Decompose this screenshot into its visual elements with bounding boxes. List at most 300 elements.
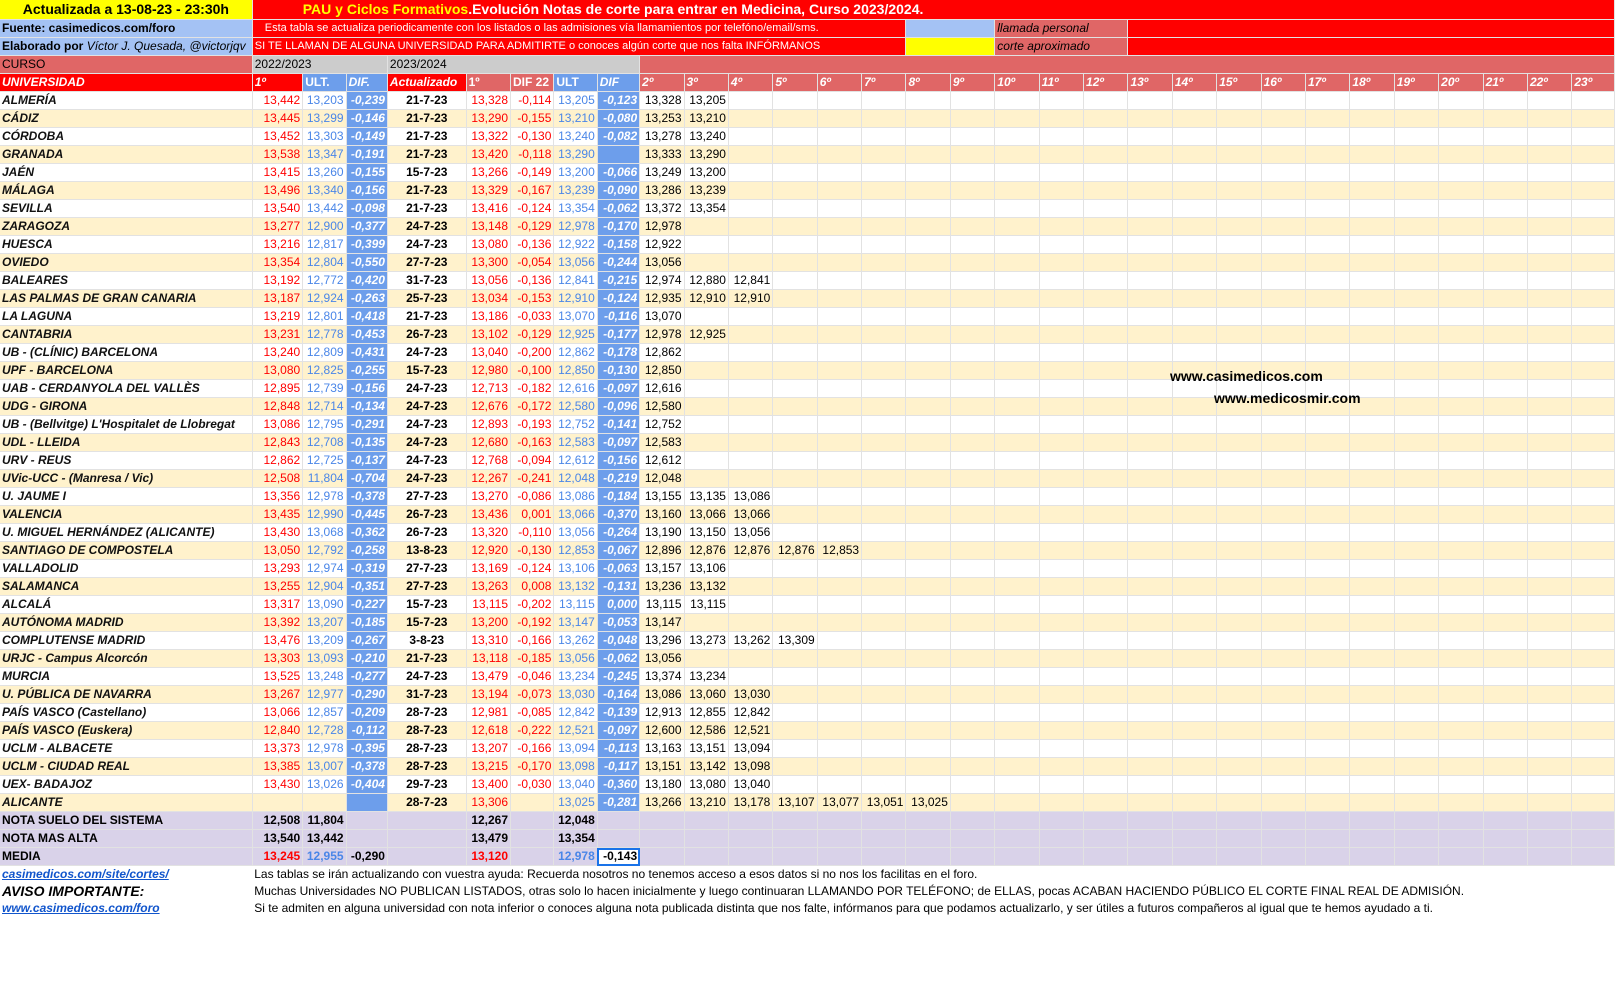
stat-empty[interactable] [1572, 830, 1615, 848]
stat-first-2022[interactable]: 13,540 [252, 830, 302, 848]
call-cell[interactable] [950, 740, 994, 758]
call-cell[interactable] [1572, 452, 1615, 470]
call-cell[interactable] [1483, 272, 1527, 290]
call-cell[interactable] [1306, 722, 1350, 740]
stat-empty[interactable] [1039, 830, 1083, 848]
stat-empty[interactable] [1306, 830, 1350, 848]
call-cell[interactable] [1572, 722, 1615, 740]
call-cell[interactable]: 13,094 [728, 740, 772, 758]
call-cell[interactable] [1527, 92, 1571, 110]
first-2022-cell[interactable]: 13,445 [252, 110, 302, 128]
call-cell[interactable] [1039, 632, 1083, 650]
call-cell[interactable] [817, 236, 861, 254]
university-cell[interactable]: ZARAGOZA [0, 218, 252, 236]
call-cell[interactable] [1572, 434, 1615, 452]
call-cell[interactable] [1350, 524, 1394, 542]
call-cell[interactable] [773, 128, 817, 146]
first-2023-cell[interactable]: 13,102 [466, 326, 510, 344]
stat-empty[interactable] [684, 812, 728, 830]
call-cell[interactable] [1306, 686, 1350, 704]
call-cell[interactable] [1483, 182, 1527, 200]
first-2022-cell[interactable]: 13,277 [252, 218, 302, 236]
call-cell[interactable] [1350, 146, 1394, 164]
stat-empty[interactable] [1261, 812, 1305, 830]
dif-2023-cell[interactable]: -0,141 [597, 416, 639, 434]
call-cell[interactable] [1172, 686, 1216, 704]
call-cell[interactable] [684, 254, 728, 272]
call-cell[interactable] [995, 650, 1039, 668]
stat-empty[interactable] [1217, 848, 1261, 866]
call-cell[interactable] [1261, 326, 1305, 344]
call-cell[interactable] [817, 272, 861, 290]
call-cell[interactable] [1261, 92, 1305, 110]
call-cell[interactable] [1128, 650, 1172, 668]
first-2023-cell[interactable]: 12,768 [466, 452, 510, 470]
call-cell[interactable] [1572, 416, 1615, 434]
ult-2023-cell[interactable]: 13,200 [554, 164, 597, 182]
call-cell[interactable] [1439, 110, 1483, 128]
call-cell[interactable] [817, 560, 861, 578]
call-cell[interactable] [950, 416, 994, 434]
call-cell[interactable] [817, 362, 861, 380]
call-cell[interactable]: 13,200 [684, 164, 728, 182]
call-cell[interactable]: 13,142 [684, 758, 728, 776]
call-cell[interactable] [1439, 740, 1483, 758]
dif-2023-cell[interactable]: -0,281 [597, 794, 639, 812]
call-cell[interactable] [728, 110, 772, 128]
call-cell[interactable] [950, 686, 994, 704]
call-cell[interactable] [684, 344, 728, 362]
call-cell[interactable] [1394, 308, 1438, 326]
university-cell[interactable]: LA LAGUNA [0, 308, 252, 326]
ult-2022-cell[interactable]: 13,007 [303, 758, 346, 776]
call-cell[interactable] [1261, 542, 1305, 560]
call-cell[interactable] [1350, 632, 1394, 650]
call-cell[interactable]: 12,876 [728, 542, 772, 560]
call-cell[interactable] [862, 740, 906, 758]
call-cell[interactable] [1261, 758, 1305, 776]
first-2023-cell[interactable]: 12,267 [466, 470, 510, 488]
stat-empty[interactable] [1084, 812, 1128, 830]
call-cell[interactable] [1350, 704, 1394, 722]
call-cell[interactable] [1527, 794, 1571, 812]
call-cell[interactable]: 13,296 [640, 632, 684, 650]
call-cell[interactable] [1261, 110, 1305, 128]
call-cell[interactable] [1128, 272, 1172, 290]
ult-2022-cell[interactable]: 13,299 [303, 110, 346, 128]
call-cell[interactable] [862, 704, 906, 722]
call-cell[interactable] [995, 146, 1039, 164]
call-cell[interactable]: 12,841 [728, 272, 772, 290]
call-cell[interactable] [728, 560, 772, 578]
call-cell[interactable] [684, 470, 728, 488]
call-cell[interactable] [1350, 254, 1394, 272]
dif-2022-cell[interactable]: -0,704 [346, 470, 387, 488]
ult-2022-cell[interactable]: 13,093 [303, 650, 346, 668]
call-cell[interactable] [1350, 740, 1394, 758]
ult-2023-cell[interactable]: 13,115 [554, 596, 597, 614]
call-cell[interactable] [995, 182, 1039, 200]
call-cell[interactable] [773, 686, 817, 704]
call-header-4[interactable]: 4º [728, 74, 772, 92]
call-cell[interactable] [1039, 434, 1083, 452]
call-cell[interactable] [728, 164, 772, 182]
updated-date-cell[interactable]: 21-7-23 [387, 146, 466, 164]
call-cell[interactable] [1394, 686, 1438, 704]
call-cell[interactable]: 13,056 [728, 524, 772, 542]
university-cell[interactable]: VALENCIA [0, 506, 252, 524]
call-cell[interactable] [1350, 362, 1394, 380]
note1-cell[interactable]: Esta tabla se actualiza periodicamente con los listados o las admisiones vía llamamientos por telefóno/email/sms. [252, 20, 906, 38]
call-cell[interactable] [1172, 290, 1216, 308]
call-cell[interactable] [950, 290, 994, 308]
call-cell[interactable] [1572, 398, 1615, 416]
call-cell[interactable]: 12,876 [773, 542, 817, 560]
call-cell[interactable] [1439, 272, 1483, 290]
call-cell[interactable]: 12,850 [640, 362, 684, 380]
first-2023-cell[interactable]: 13,200 [466, 614, 510, 632]
call-cell[interactable]: 13,273 [684, 632, 728, 650]
call-cell[interactable] [773, 236, 817, 254]
ult-2022-cell[interactable]: 12,977 [303, 686, 346, 704]
call-cell[interactable] [1172, 200, 1216, 218]
call-cell[interactable] [1128, 722, 1172, 740]
updated-date-cell[interactable]: 26-7-23 [387, 524, 466, 542]
call-cell[interactable]: 12,580 [640, 398, 684, 416]
call-cell[interactable] [1261, 686, 1305, 704]
ult-2022-cell[interactable]: 13,207 [303, 614, 346, 632]
call-cell[interactable] [773, 470, 817, 488]
stat-first-2023[interactable]: 12,267 [466, 812, 510, 830]
ult-2022-cell[interactable]: 12,772 [303, 272, 346, 290]
call-cell[interactable] [728, 434, 772, 452]
call-cell[interactable] [906, 704, 950, 722]
call-header-16[interactable]: 16º [1261, 74, 1305, 92]
call-cell[interactable] [728, 218, 772, 236]
dif22-cell[interactable]: -0,202 [511, 596, 554, 614]
call-cell[interactable] [1128, 506, 1172, 524]
stat-empty[interactable] [1439, 848, 1483, 866]
first-2023-cell[interactable]: 12,676 [466, 398, 510, 416]
dif-2023-cell[interactable]: -0,123 [597, 92, 639, 110]
call-cell[interactable] [862, 632, 906, 650]
call-cell[interactable] [1128, 254, 1172, 272]
call-cell[interactable] [1039, 542, 1083, 560]
stat-empty[interactable] [817, 812, 861, 830]
ult-2023-cell[interactable]: 13,240 [554, 128, 597, 146]
call-cell[interactable] [1039, 92, 1083, 110]
call-cell[interactable] [906, 776, 950, 794]
university-cell[interactable]: ALMERÍA [0, 92, 252, 110]
call-cell[interactable] [1394, 128, 1438, 146]
ult-2023-cell[interactable]: 13,132 [554, 578, 597, 596]
dif22-cell[interactable]: -0,129 [511, 326, 554, 344]
call-cell[interactable] [1350, 560, 1394, 578]
call-cell[interactable] [684, 218, 728, 236]
ult-2023-cell[interactable]: 13,086 [554, 488, 597, 506]
first-2022-cell[interactable]: 13,086 [252, 416, 302, 434]
call-cell[interactable] [1394, 452, 1438, 470]
call-cell[interactable] [728, 128, 772, 146]
stat-dif-2023[interactable]: -0,143 [597, 848, 639, 866]
dif-2023-cell[interactable]: -0,066 [597, 164, 639, 182]
ult-2022-cell[interactable]: 12,739 [303, 380, 346, 398]
call-cell[interactable] [817, 92, 861, 110]
university-cell[interactable]: VALLADOLID [0, 560, 252, 578]
first-2023-cell[interactable]: 13,148 [466, 218, 510, 236]
call-cell[interactable] [1217, 542, 1261, 560]
updated-date-cell[interactable]: 25-7-23 [387, 290, 466, 308]
call-cell[interactable] [862, 452, 906, 470]
call-cell[interactable] [1394, 488, 1438, 506]
dif-2022-cell[interactable] [346, 794, 387, 812]
dif-2023-cell[interactable]: -0,117 [597, 758, 639, 776]
call-cell[interactable] [1084, 776, 1128, 794]
call-cell[interactable] [1261, 794, 1305, 812]
call-cell[interactable] [1527, 254, 1571, 272]
updated-date-cell[interactable]: 21-7-23 [387, 92, 466, 110]
call-cell[interactable] [773, 488, 817, 506]
call-cell[interactable] [862, 326, 906, 344]
call-cell[interactable]: 13,132 [684, 578, 728, 596]
call-cell[interactable] [1483, 560, 1527, 578]
call-cell[interactable]: 12,978 [640, 218, 684, 236]
first-2023-cell[interactable]: 13,207 [466, 740, 510, 758]
call-cell[interactable] [1084, 434, 1128, 452]
stat-empty[interactable] [1306, 848, 1350, 866]
call-cell[interactable] [906, 758, 950, 776]
first-2023-cell[interactable]: 13,420 [466, 146, 510, 164]
university-cell[interactable]: CÁDIZ [0, 110, 252, 128]
call-cell[interactable] [1306, 758, 1350, 776]
university-cell[interactable]: U. PÚBLICA DE NAVARRA [0, 686, 252, 704]
call-cell[interactable] [1261, 452, 1305, 470]
call-cell[interactable] [1217, 254, 1261, 272]
call-cell[interactable] [1217, 308, 1261, 326]
call-header-3[interactable]: 3º [684, 74, 728, 92]
call-cell[interactable] [995, 488, 1039, 506]
dif-2023-cell[interactable]: -0,096 [597, 398, 639, 416]
call-cell[interactable]: 13,163 [640, 740, 684, 758]
call-cell[interactable] [1217, 200, 1261, 218]
university-cell[interactable]: UCLM - CIUDAD REAL [0, 758, 252, 776]
call-cell[interactable] [1439, 344, 1483, 362]
call-cell[interactable] [1128, 524, 1172, 542]
call-cell[interactable] [1439, 308, 1483, 326]
updated-date-cell[interactable]: 24-7-23 [387, 452, 466, 470]
call-cell[interactable] [1483, 344, 1527, 362]
call-cell[interactable] [817, 650, 861, 668]
call-cell[interactable] [1350, 758, 1394, 776]
call-cell[interactable] [1483, 236, 1527, 254]
updated-date-cell[interactable]: 27-7-23 [387, 488, 466, 506]
dif-header[interactable]: DIF. [346, 74, 387, 92]
call-cell[interactable] [1350, 578, 1394, 596]
first-2022-cell[interactable]: 12,848 [252, 398, 302, 416]
call-cell[interactable] [862, 128, 906, 146]
call-cell[interactable] [1306, 470, 1350, 488]
call-cell[interactable] [728, 452, 772, 470]
stat-empty[interactable] [995, 812, 1039, 830]
dif22-cell[interactable]: -0,166 [511, 632, 554, 650]
call-cell[interactable] [906, 506, 950, 524]
dif-2023-cell[interactable]: -0,097 [597, 434, 639, 452]
call-cell[interactable] [728, 650, 772, 668]
stat-empty[interactable] [387, 848, 466, 866]
call-cell[interactable] [1527, 434, 1571, 452]
call-cell[interactable] [1217, 434, 1261, 452]
call-cell[interactable] [1306, 182, 1350, 200]
dif22-cell[interactable]: -0,192 [511, 614, 554, 632]
dif22-cell[interactable]: 0,001 [511, 506, 554, 524]
dif-2022-cell[interactable]: -0,098 [346, 200, 387, 218]
first-2022-cell[interactable]: 12,843 [252, 434, 302, 452]
university-cell[interactable]: URJC - Campus Alcorcón [0, 650, 252, 668]
call-cell[interactable] [1572, 380, 1615, 398]
call-cell[interactable] [1483, 668, 1527, 686]
call-cell[interactable] [862, 578, 906, 596]
call-cell[interactable]: 13,372 [640, 200, 684, 218]
source-cell[interactable]: Fuente: casimedicos.com/foro [0, 20, 252, 38]
first-2022-cell[interactable]: 13,231 [252, 326, 302, 344]
call-cell[interactable] [1483, 758, 1527, 776]
call-cell[interactable] [773, 614, 817, 632]
call-cell[interactable]: 13,066 [728, 506, 772, 524]
dif22-cell[interactable]: -0,182 [511, 380, 554, 398]
call-cell[interactable] [1217, 182, 1261, 200]
call-cell[interactable] [1394, 380, 1438, 398]
dif-2023-cell[interactable]: -0,097 [597, 380, 639, 398]
dif-2022-cell[interactable]: -0,156 [346, 380, 387, 398]
first-2022-cell[interactable]: 13,442 [252, 92, 302, 110]
call-cell[interactable] [1084, 632, 1128, 650]
call-cell[interactable] [950, 488, 994, 506]
call-cell[interactable] [1128, 146, 1172, 164]
call-cell[interactable]: 13,236 [640, 578, 684, 596]
first2-header[interactable]: 1º [466, 74, 510, 92]
dif22-cell[interactable]: -0,100 [511, 362, 554, 380]
call-cell[interactable] [1172, 758, 1216, 776]
call-cell[interactable] [1084, 236, 1128, 254]
call-cell[interactable] [1527, 290, 1571, 308]
call-cell[interactable]: 13,290 [684, 146, 728, 164]
first-2023-cell[interactable]: 13,186 [466, 308, 510, 326]
call-cell[interactable] [773, 506, 817, 524]
call-cell[interactable] [1306, 110, 1350, 128]
dif22-cell[interactable]: -0,114 [511, 92, 554, 110]
ult-2023-cell[interactable]: 12,841 [554, 272, 597, 290]
call-cell[interactable]: 13,155 [640, 488, 684, 506]
call-cell[interactable]: 13,115 [684, 596, 728, 614]
dif-2022-cell[interactable]: -0,155 [346, 164, 387, 182]
call-cell[interactable] [1084, 164, 1128, 182]
call-cell[interactable] [728, 398, 772, 416]
call-cell[interactable] [817, 614, 861, 632]
call-cell[interactable] [1483, 578, 1527, 596]
call-header-14[interactable]: 14º [1172, 74, 1216, 92]
first-2022-cell[interactable]: 13,430 [252, 776, 302, 794]
call-cell[interactable] [1572, 686, 1615, 704]
call-cell[interactable] [906, 668, 950, 686]
stat-ult-2022[interactable]: 12,955 [303, 848, 346, 866]
dif-2022-cell[interactable]: -0,149 [346, 128, 387, 146]
call-cell[interactable] [1527, 488, 1571, 506]
call-cell[interactable]: 13,253 [640, 110, 684, 128]
call-cell[interactable] [773, 254, 817, 272]
call-cell[interactable] [1527, 146, 1571, 164]
stat-empty[interactable] [1350, 812, 1394, 830]
dif-2023-cell[interactable]: -0,097 [597, 722, 639, 740]
call-cell[interactable] [1261, 434, 1305, 452]
call-cell[interactable]: 12,913 [640, 704, 684, 722]
stat-first-2023[interactable]: 13,120 [466, 848, 510, 866]
call-cell[interactable] [1394, 740, 1438, 758]
call-cell[interactable]: 12,922 [640, 236, 684, 254]
stat-empty[interactable] [1350, 830, 1394, 848]
call-cell[interactable] [1527, 578, 1571, 596]
stat-ult-2023[interactable]: 12,978 [554, 848, 597, 866]
university-cell[interactable]: U. MIGUEL HERNÁNDEZ (ALICANTE) [0, 524, 252, 542]
ult-2022-cell[interactable]: 13,090 [303, 596, 346, 614]
ult-2023-cell[interactable]: 12,862 [554, 344, 597, 362]
call-cell[interactable] [1483, 398, 1527, 416]
call-header-8[interactable]: 8º [906, 74, 950, 92]
call-cell[interactable] [1128, 686, 1172, 704]
call-cell[interactable] [728, 578, 772, 596]
first-2022-cell[interactable]: 13,192 [252, 272, 302, 290]
call-cell[interactable] [1084, 560, 1128, 578]
stat-ult-2023[interactable]: 13,354 [554, 830, 597, 848]
call-cell[interactable]: 12,842 [728, 704, 772, 722]
call-cell[interactable] [906, 596, 950, 614]
call-cell[interactable] [728, 362, 772, 380]
dif-2023-cell[interactable]: -0,219 [597, 470, 639, 488]
ult-2022-cell[interactable] [303, 794, 346, 812]
call-cell[interactable] [1039, 326, 1083, 344]
ult-header[interactable]: ULT. [303, 74, 346, 92]
first-2022-cell[interactable]: 13,080 [252, 362, 302, 380]
call-cell[interactable] [1084, 740, 1128, 758]
call-cell[interactable] [817, 758, 861, 776]
ult-2023-cell[interactable]: 13,056 [554, 650, 597, 668]
call-cell[interactable] [995, 290, 1039, 308]
call-cell[interactable] [817, 416, 861, 434]
call-cell[interactable] [1172, 632, 1216, 650]
stat-label-cell[interactable]: MEDIA [0, 848, 252, 866]
ult-2022-cell[interactable]: 12,978 [303, 740, 346, 758]
call-cell[interactable] [906, 434, 950, 452]
stat-empty[interactable] [511, 848, 554, 866]
call-cell[interactable] [1306, 614, 1350, 632]
call-cell[interactable] [950, 128, 994, 146]
first-2023-cell[interactable]: 13,266 [466, 164, 510, 182]
stat-empty[interactable] [1128, 830, 1172, 848]
updated-date-cell[interactable]: 3-8-23 [387, 632, 466, 650]
call-cell[interactable] [728, 236, 772, 254]
ult-2022-cell[interactable]: 12,792 [303, 542, 346, 560]
dif22-cell[interactable]: -0,172 [511, 398, 554, 416]
call-cell[interactable]: 12,876 [684, 542, 728, 560]
call-cell[interactable] [1572, 668, 1615, 686]
call-cell[interactable] [1306, 434, 1350, 452]
updated-date-cell[interactable]: 24-7-23 [387, 668, 466, 686]
author-cell[interactable] [0, 38, 252, 56]
call-header-20[interactable]: 20º [1439, 74, 1483, 92]
call-cell[interactable] [1572, 164, 1615, 182]
call-cell[interactable] [1572, 794, 1615, 812]
call-cell[interactable] [906, 560, 950, 578]
call-cell[interactable] [862, 416, 906, 434]
